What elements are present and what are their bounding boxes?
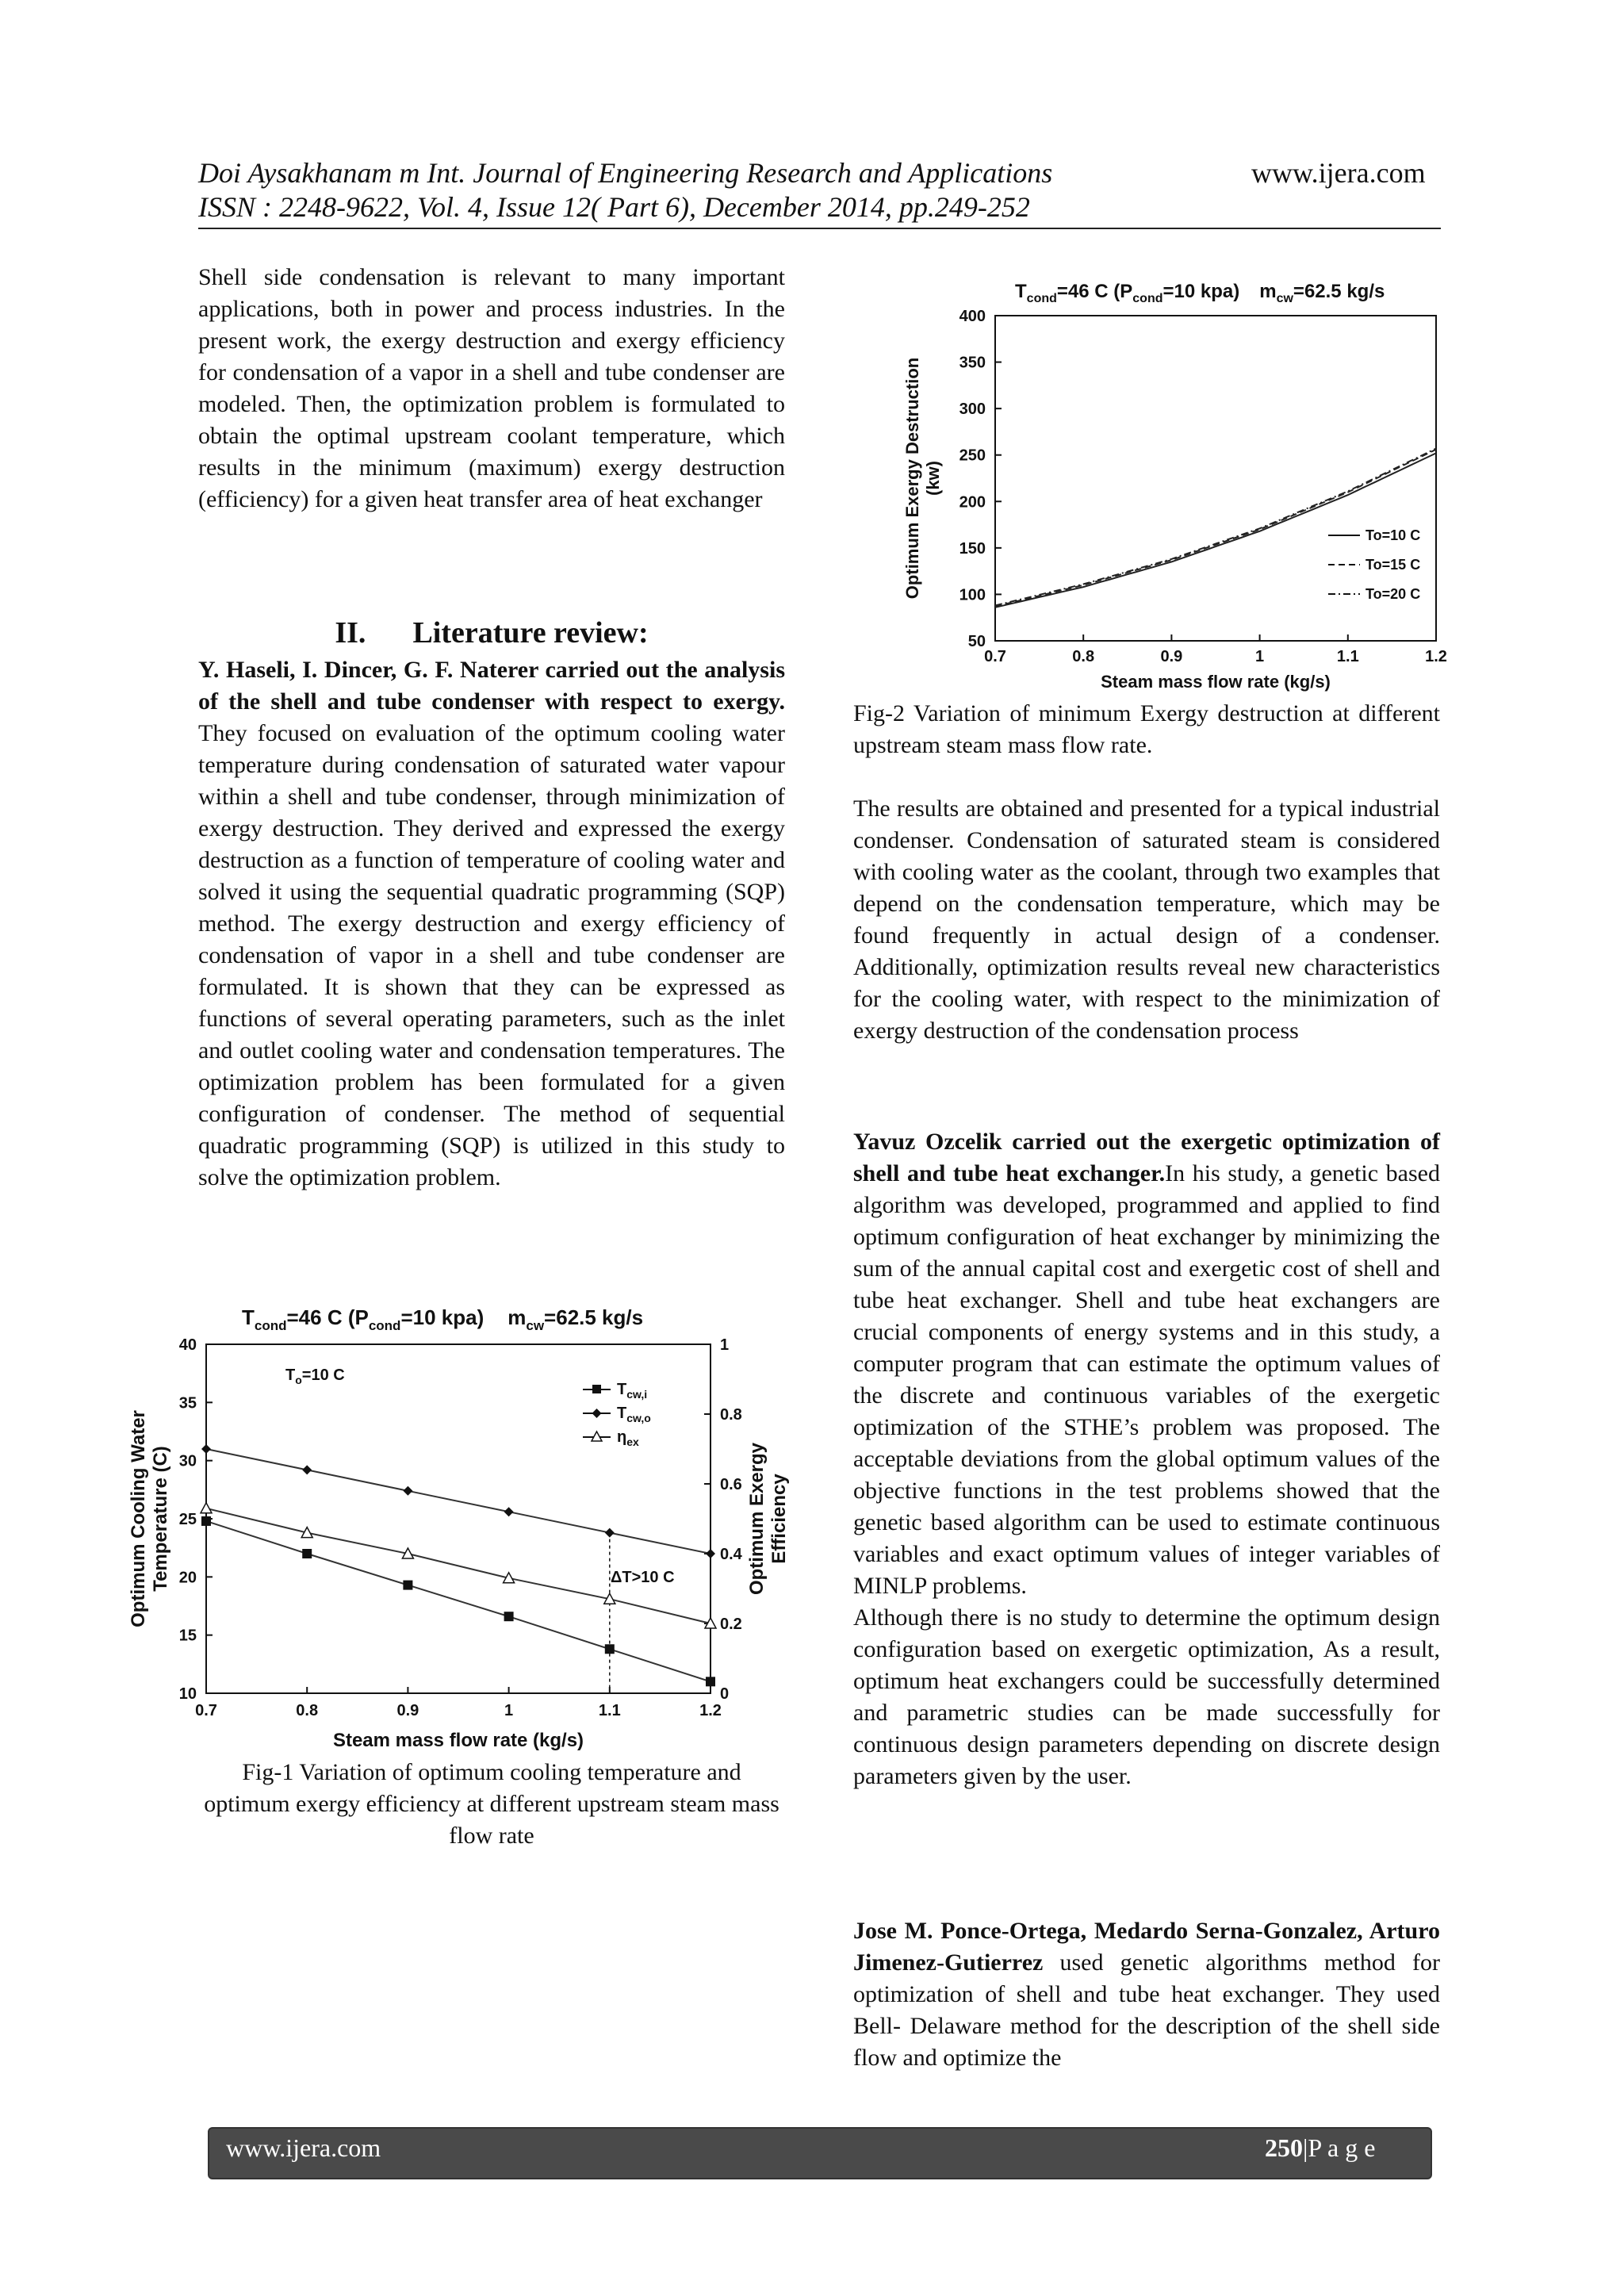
fig2-ytick-label: 250 [959, 447, 986, 465]
footer-bar [208, 2127, 1432, 2179]
fig1-point-tcwo [605, 1528, 615, 1538]
fig2-xtick-label: 1.1 [1336, 648, 1359, 665]
fig1-xtick-label: 1.2 [699, 1702, 722, 1719]
fig1-ytick-right-label: 0.2 [720, 1616, 742, 1633]
fig1-series-line-ex [206, 1508, 710, 1623]
fig1-ytick-right-label: 0.6 [720, 1476, 742, 1493]
fig1-point-tcwi [302, 1549, 312, 1558]
section-title: Literature review: [412, 616, 649, 650]
fig2-ylabel-2: (kw) [923, 461, 943, 496]
ponce-authors: Jose M. Ponce-Ortega, Medardo Serna-Gonzalez, Arturo Jimenez-Gutierrez [853, 1918, 1440, 1976]
fig2-ytick-label: 50 [967, 633, 986, 650]
fig1-series-line-cw,i [206, 1521, 710, 1681]
fig1-point-tcwo [504, 1507, 514, 1516]
fig1-point-tcwi [504, 1612, 514, 1621]
fig1-legend-eta: $\eta_{ex}$ [617, 1428, 639, 1448]
fig1-legend-tcwo: $T_{cw,o}$ [617, 1405, 651, 1424]
journal-citation: Doi Aysakhanam m Int. Journal of Engineering Research and Applications [198, 157, 1053, 189]
fig2-legend [1328, 527, 1420, 602]
fig2-xlabel: Steam mass flow rate (kg/s) [1101, 672, 1331, 692]
ozcelik-paragraph [853, 1126, 1440, 1792]
fig1-ytick-left-label: 10 [178, 1685, 197, 1703]
fig1-xlabel: Steam mass flow rate (kg/s) [332, 1730, 584, 1751]
fig1-point-tcwi [605, 1644, 615, 1654]
fig1-caption: Fig-1 Variation of optimum cooling temperature and optimum exergy efficiency at different upstream steam mass flow rate [204, 1759, 779, 1849]
fig1-legend [583, 1381, 651, 1448]
fig2-xtick-label: 0.8 [1072, 648, 1095, 665]
fig1-xtick-label: 0.9 [396, 1702, 419, 1719]
journal-issn: ISSN : 2248-9622, Vol. 4, Issue 12( Part 6), December 2014, pp.249-252 [198, 191, 1030, 223]
fig1-point-tcwi [201, 1516, 211, 1526]
fig1-ylabel-left-1: Optimum Cooling Water [128, 1410, 149, 1627]
fig2-ytick-label: 400 [959, 308, 986, 325]
page-number: 250 [1265, 2133, 1303, 2162]
fig2-legend-to10: To=10 C [1365, 527, 1421, 543]
fig2-chart [896, 270, 1467, 698]
fig1-ytick-left-label: 40 [178, 1336, 197, 1354]
fig1-ytick-left-label: 35 [178, 1394, 197, 1412]
fig1-ylabel-left-2: Temperature (C) [150, 1446, 171, 1592]
section-number: II. [335, 616, 366, 650]
journal-website[interactable]: www.ijera.com [1251, 157, 1426, 189]
fig1-ytick-left-label: 15 [178, 1627, 197, 1645]
fig1-point-tcwi [403, 1581, 412, 1590]
haseli-text: They focused on evaluation of the optimum cooling water temperature during condensation of saturated water vapour within a shell and tube condenser, through minimization of exergy destruction. They derived and expressed the exergy destruction as a function of temperature of cooling water and solved it using the sequential quadratic programming (SQP) method. The exergy destruction and exergy efficiency of condensation of vapor in a shell and tube condenser are formulated. It is shown that they can be expressed as functions of several operating parameters, such as the inlet and outlet cooling water and condensation temperatures. The optimization problem has been formulated for a given configuration of condenser. The method of sequential quadratic programming (SQP) is utilized in this study to solve the optimization problem. [198, 720, 785, 1190]
ozcelik-authors: Yavuz Ozcelik carried out the exergetic optimization of shell and tube heat exchanger. [853, 1129, 1440, 1186]
fig1-xtick-label: 1 [504, 1702, 514, 1719]
haseli-paragraph [198, 654, 785, 1194]
although-text: Although there is no study to determine the optimum design configuration based on exergetic optimization, As a result, optimum heat exchangers could be successfully determined and parametric studies can be made successfully for continuous design parameters depending on discrete design parameters given by the user. [853, 1604, 1440, 1789]
fig1-point-tcwo [302, 1465, 312, 1474]
fig2-caption: Fig-2 Variation of minimum Exergy destruction at different upstream steam mass flow rate. [853, 700, 1440, 758]
fig1-ylabel-right-2: Efficiency [768, 1474, 790, 1564]
fig2-ytick-label: 150 [959, 539, 986, 558]
fig2-legend-to20: To=20 C [1365, 586, 1421, 602]
fig1-point-tcwo [403, 1486, 412, 1496]
fig1-ytick-left-label: 30 [178, 1452, 197, 1470]
fig1-xtick-label: 0.8 [296, 1702, 319, 1719]
section-heading [198, 615, 785, 650]
fig1-xtick-label: 0.7 [195, 1702, 217, 1719]
fig1-series-line-cw,o [206, 1449, 710, 1554]
fig1-point-tcwi [706, 1677, 715, 1686]
fig2-ytick-label: 200 [959, 493, 986, 512]
haseli-authors: Y. Haseli, I. Dincer, G. F. Naterer carried out the analysis of the shell and tube condenser with respect to exergy. [198, 657, 785, 715]
page-label: |P a g e [1303, 2133, 1376, 2162]
fig2-title: $T_{cond}=46$ C ($P_{cond}=10$ kpa) $m_{cw}=62.5$ kg/s [1015, 281, 1385, 305]
results-paragraph [853, 793, 1440, 1047]
fig2-xtick-label: 0.7 [984, 648, 1006, 665]
header-rule [198, 228, 1441, 229]
fig2-xtick-label: 1 [1255, 648, 1265, 665]
ponce-paragraph [853, 1915, 1440, 2074]
fig1-ytick-right-label: 1 [720, 1336, 730, 1354]
fig2-ytick-label: 300 [959, 401, 986, 419]
fig1-ytick-right-label: 0.4 [720, 1546, 742, 1563]
fig1-delta-label: ΔT>10 C [611, 1569, 675, 1586]
fig1-point-tcwo [201, 1444, 211, 1454]
fig2-xtick-label: 1.2 [1425, 648, 1447, 665]
results-text: The results are obtained and presented for a typical industrial condenser. Condensation of saturated steam is considered with cooling water as the coolant, through two examples that depend on the condensation temperature, which may be found frequently in actual design of a condenser. Additionally, optimization results reveal new characteristics for the cooling water, with respect to the minimization of exergy destruction of the condensation process [853, 795, 1440, 1044]
fig1-point-tcwo [706, 1549, 715, 1558]
intro-text: Shell side condensation is relevant to many important applications, both in power and process industries. In the present work, the exergy destruction and exergy efficiency for condensation of a vapor in a shell and tube condenser are modeled. Then, the optimization problem is formulated to obtain the optimal upstream coolant temperature, which results in the minimum (maximum) exergy destruction (efficiency) for a given heat transfer area of heat exchanger [198, 264, 785, 512]
intro-paragraph [198, 262, 785, 516]
fig2-ytick-label: 350 [959, 354, 986, 372]
fig2-ytick-label: 100 [959, 586, 986, 604]
fig1-xtick-label: 1.1 [598, 1702, 621, 1719]
fig1-chart [119, 1293, 833, 1769]
fig1-legend-tcwi: $T_{cw,i}$ [617, 1381, 648, 1401]
fig1-ytick-left-label: 20 [178, 1569, 197, 1587]
fig2-ylabel-1: Optimum Exergy Destruction [902, 357, 922, 600]
fig1-title: $T_{cond}=46$ C ($P_{cond}=10$ kpa) $m_{cw}=62.5$ kg/s [242, 1305, 644, 1333]
footer-page [1265, 2133, 1375, 2163]
fig2-legend-to15: To=15 C [1365, 557, 1421, 573]
fig1-ylabel-right-1: Optimum Exergy [746, 1442, 768, 1596]
fig1-ytick-left-label: 25 [178, 1511, 197, 1528]
fig1-point-eta [201, 1503, 212, 1513]
fig1-annotation: $T_o=10$ C [285, 1366, 345, 1386]
ponce-text: used genetic algorithms method for optimization of shell and tube heat exchanger. They used Bell- Delaware method for the description of the shell side flow and optimize the [853, 1949, 1440, 2071]
footer-website[interactable]: www.ijera.com [226, 2133, 381, 2162]
fig2-xtick-label: 0.9 [1160, 648, 1183, 665]
fig1-ytick-right-label: 0.8 [720, 1406, 742, 1424]
fig1-ytick-right-label: 0 [720, 1685, 730, 1703]
ozcelik-text: In his study, a genetic based algorithm was developed, programmed and applied to find optimum configuration of heat exchanger by minimizing the sum of the annual capital cost and exergetic cost of shell and tube heat exchanger. Shell and tube heat exchangers are crucial components of energy systems and in this study, a computer program that can estimate the optimum values of the discrete and continuous variables of the exergetic optimization of the STHE’s problem was proposed. The acceptable deviations from the global optimum values of the objective functions in the test problems showed that the genetic based algorithm can be used to estimate continuous variables and exact optimum values of integer variables of MINLP problems. [853, 1160, 1440, 1599]
